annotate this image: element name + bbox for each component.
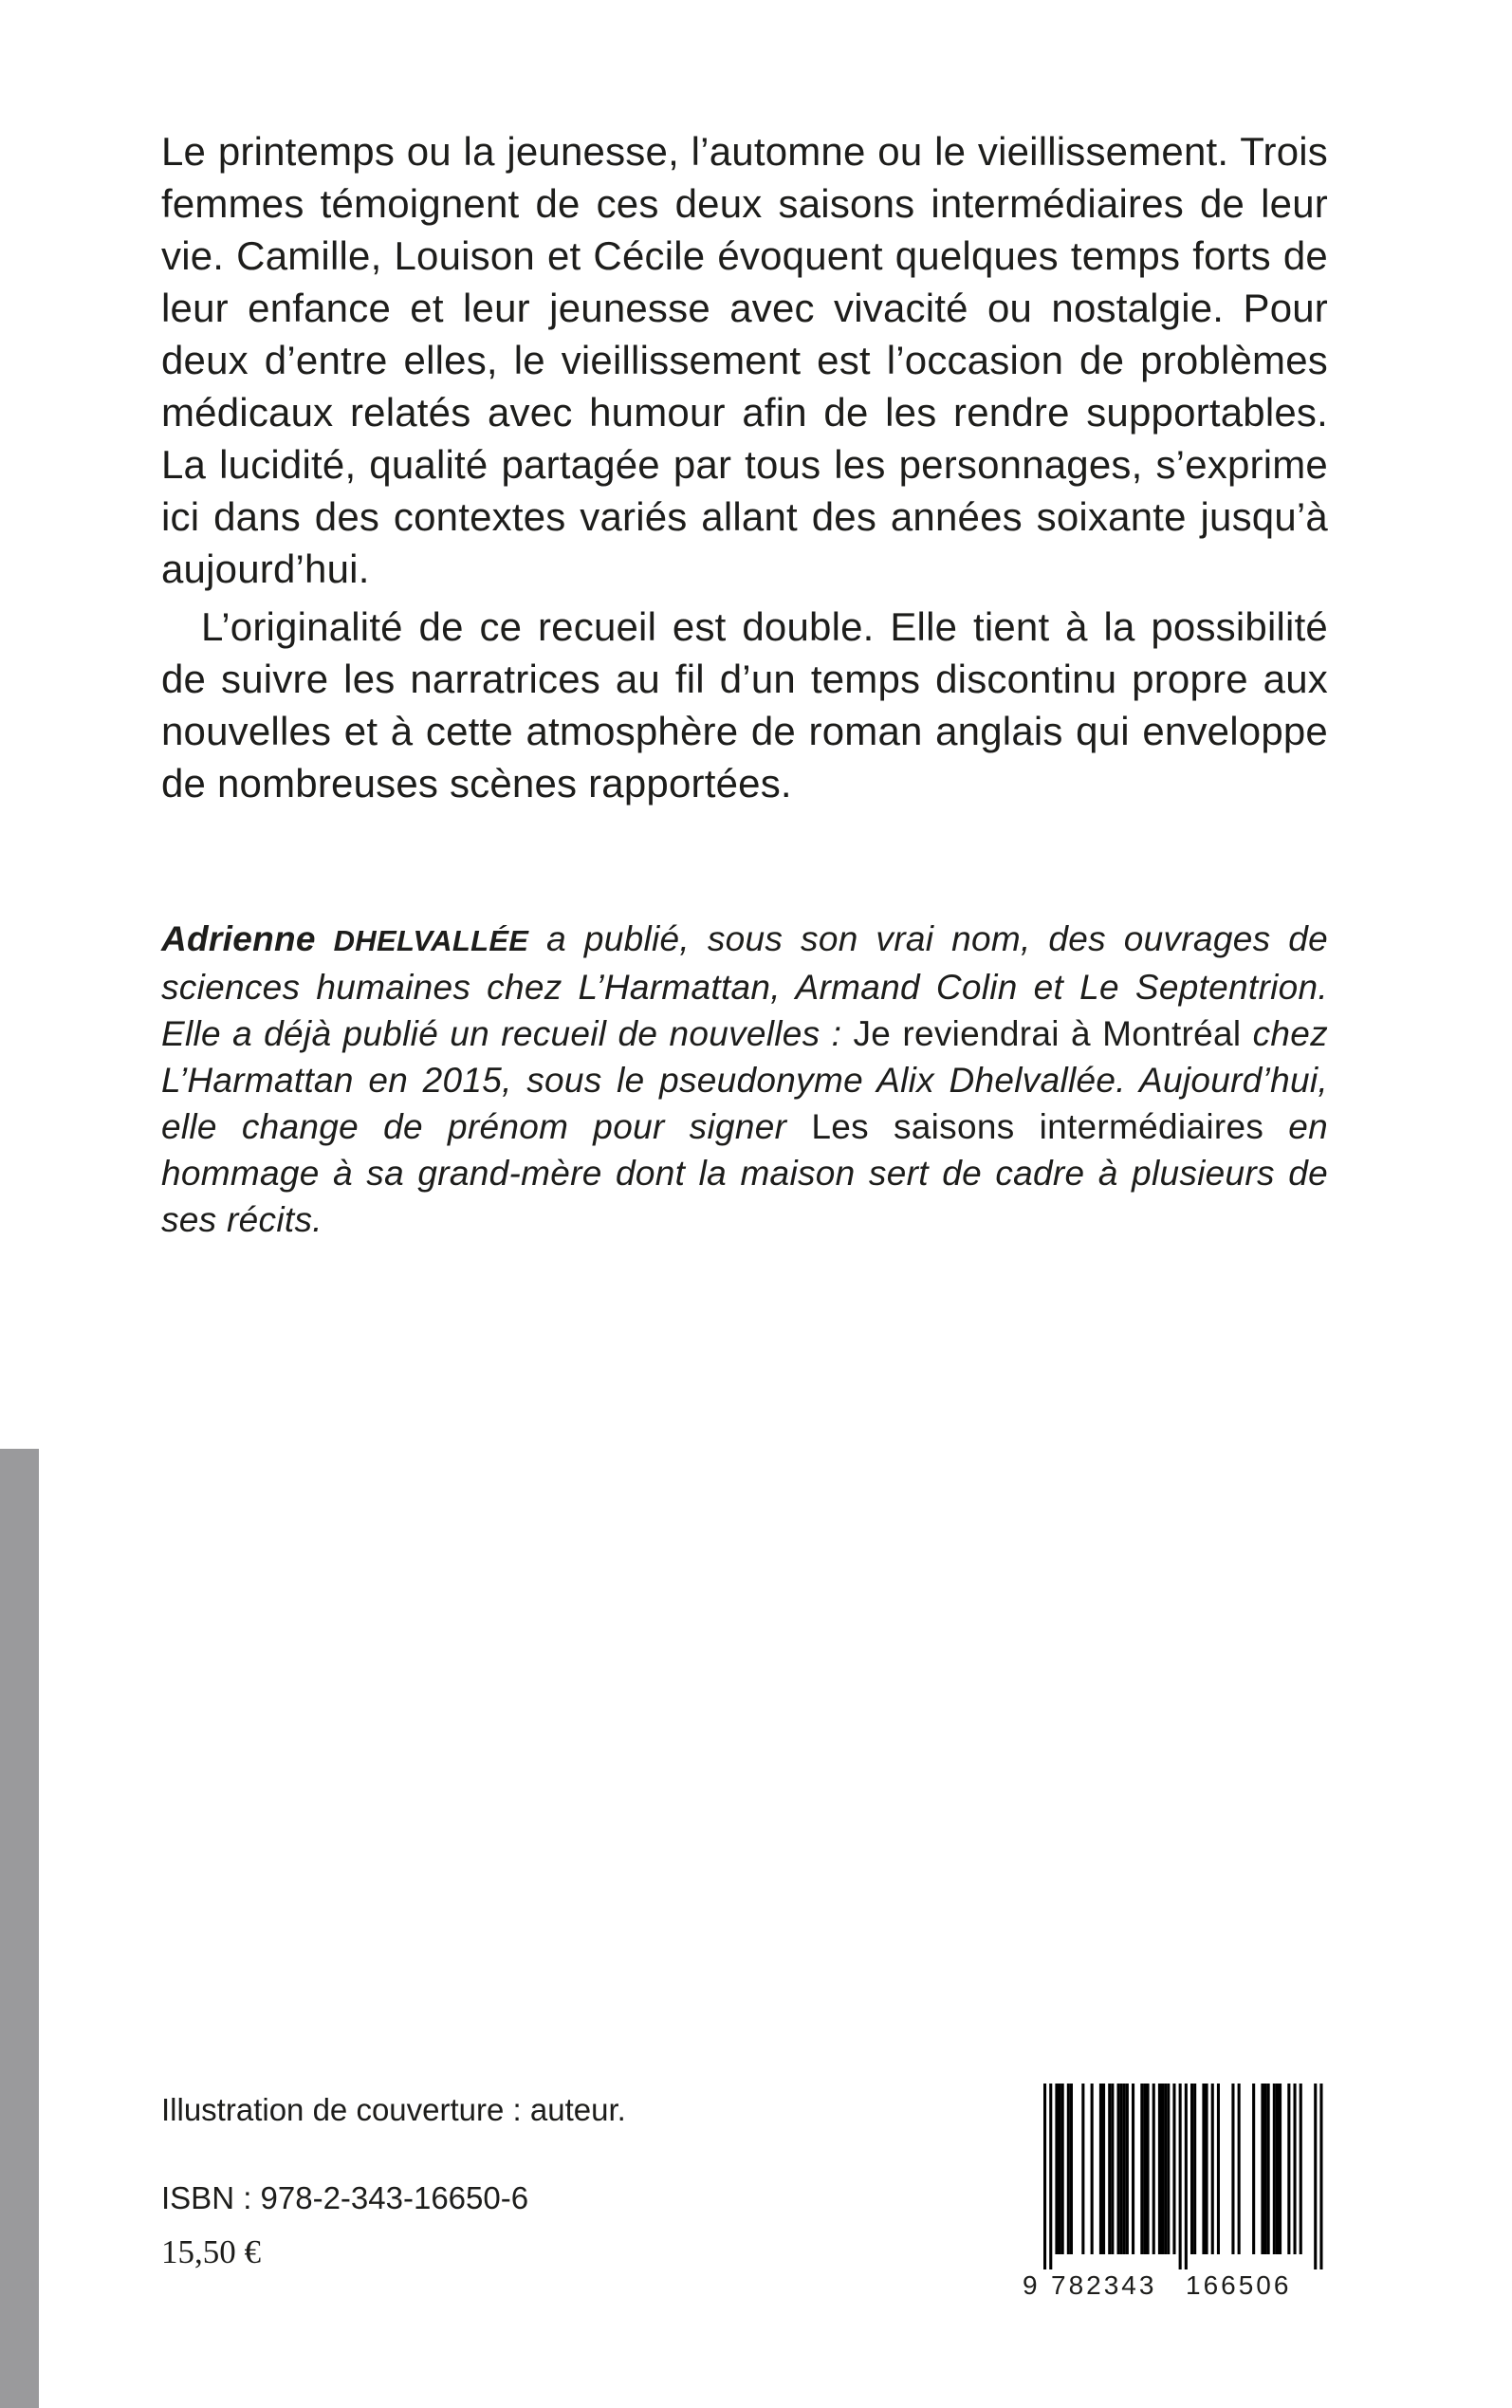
- barcode-bar: [1185, 2084, 1188, 2269]
- barcode-bar: [1217, 2084, 1220, 2254]
- barcode-bar: [1081, 2084, 1084, 2254]
- barcode: [1023, 2084, 1324, 2302]
- bio-text: a publié, sous son vrai nom, des ouvrages de sciences humaines chez L’Harmattan, Armand Colin et Le Septentrion. Elle a déjà publié un recueil de nouvelles :: [161, 919, 1328, 1053]
- barcode-bar: [1120, 2084, 1123, 2254]
- barcode-bar: [1070, 2084, 1073, 2254]
- barcode-bar: [1267, 2084, 1270, 2254]
- barcode-bar: [1211, 2084, 1214, 2254]
- barcode-first-digit: 9: [1023, 2270, 1039, 2300]
- barcode-bar: [1111, 2084, 1114, 2254]
- barcode-bar: [1123, 2084, 1126, 2254]
- book-title: Les saisons intermédiaires: [811, 1107, 1264, 1146]
- illustration-credit: Illustration de couverture : auteur.: [161, 2092, 626, 2127]
- barcode-bar: [1172, 2084, 1175, 2254]
- barcode-bar: [1049, 2084, 1052, 2269]
- barcode-bar: [1276, 2084, 1279, 2254]
- barcode-right-group: 166506: [1186, 2270, 1292, 2300]
- barcode-bar: [1067, 2084, 1070, 2254]
- barcode-bar: [1143, 2084, 1146, 2254]
- summary-paragraph: L’originalité de ce recueil est double. Elle tient à la possibilité de suivre les narratrices au fil d’un temps discontinu propre aux nouvelles et à cette atmosphère de roman anglais qui enveloppe de nombreuses scènes rapportées.: [161, 604, 1328, 806]
- barcode-bar: [1261, 2084, 1263, 2254]
- barcode-bar: [1091, 2084, 1094, 2254]
- barcode-bar: [1102, 2084, 1105, 2254]
- isbn: ISBN : 978-2-343-16650-6: [161, 2180, 529, 2215]
- author-surname: DHELVALLÉE: [333, 924, 529, 957]
- barcode-bar: [1158, 2084, 1161, 2254]
- barcode-bar: [1190, 2084, 1193, 2254]
- author-bio: [161, 916, 1328, 1243]
- barcode-bar: [1099, 2084, 1102, 2254]
- barcode-bar: [1167, 2084, 1170, 2254]
- barcode-bar: [1179, 2084, 1182, 2269]
- bio-text: en hommage à sa grand-mère dont la maison sert de cadre à plusieurs de ses récits.: [161, 1107, 1328, 1239]
- barcode-bar: [1238, 2084, 1241, 2254]
- bio-text: chez L’Harmattan en 2015, sous le pseudonyme Alix Dhelvallée. Aujourd’hui, elle change de prénom pour signer: [161, 1014, 1328, 1146]
- barcode-bar: [1300, 2084, 1302, 2254]
- barcode-bar: [1126, 2084, 1129, 2254]
- barcode-bar: [1206, 2084, 1208, 2254]
- barcode-bars: [1023, 2084, 1324, 2269]
- barcode-bar: [1055, 2084, 1058, 2254]
- side-color-bar: [0, 1449, 39, 2408]
- barcode-bar: [1059, 2084, 1061, 2254]
- barcode-bar: [1152, 2084, 1155, 2254]
- barcode-bar: [1279, 2084, 1282, 2254]
- barcode-bar: [1164, 2084, 1167, 2254]
- barcode-bar: [1061, 2084, 1064, 2254]
- barcode-bar: [1252, 2084, 1255, 2254]
- barcode-bar: [1117, 2084, 1120, 2254]
- barcode-bar: [1231, 2084, 1234, 2254]
- barcode-bar: [1140, 2084, 1143, 2254]
- back-cover-summary: [161, 125, 1328, 809]
- barcode-bar: [1043, 2084, 1046, 2269]
- barcode-bar: [1314, 2084, 1317, 2269]
- barcode-bar: [1147, 2084, 1150, 2254]
- barcode-bar: [1319, 2084, 1322, 2269]
- price: 15,50 €: [161, 2233, 261, 2270]
- barcode-bar: [1273, 2084, 1276, 2254]
- barcode-bar: [1108, 2084, 1111, 2254]
- author-first-name: Adrienne: [161, 919, 316, 958]
- barcode-bar: [1161, 2084, 1164, 2254]
- author-bio-paragraph: [161, 916, 1328, 1243]
- barcode-bar: [1132, 2084, 1134, 2254]
- barcode-bar: [1264, 2084, 1267, 2254]
- barcode-bar: [1202, 2084, 1205, 2254]
- barcode-bar: [1287, 2084, 1290, 2254]
- barcode-left-group: 782343: [1051, 2270, 1157, 2300]
- barcode-bar: [1294, 2084, 1297, 2254]
- barcode-bar: [1193, 2084, 1196, 2254]
- summary-paragraph: Le printemps ou la jeunesse, l’automne ou le vieillissement. Trois femmes témoignent de ces deux saisons intermédiaires de leur vie. Camille, Louison et Cécile évoquent quelques temps forts de leur enfance et leur jeunesse avec vivacité ou nostalgie. Pour deux d’entre elles, le vieillissement est l’occasion de problèmes médicaux relatés avec humour afin de les rendre supportables. La lucidité, qualité partagée par tous les personnages, s’exprime ici dans des contextes variés allant des années soixante jusqu’à aujourd’hui.: [161, 129, 1328, 591]
- book-title: Je reviendrai à Montréal: [853, 1014, 1242, 1053]
